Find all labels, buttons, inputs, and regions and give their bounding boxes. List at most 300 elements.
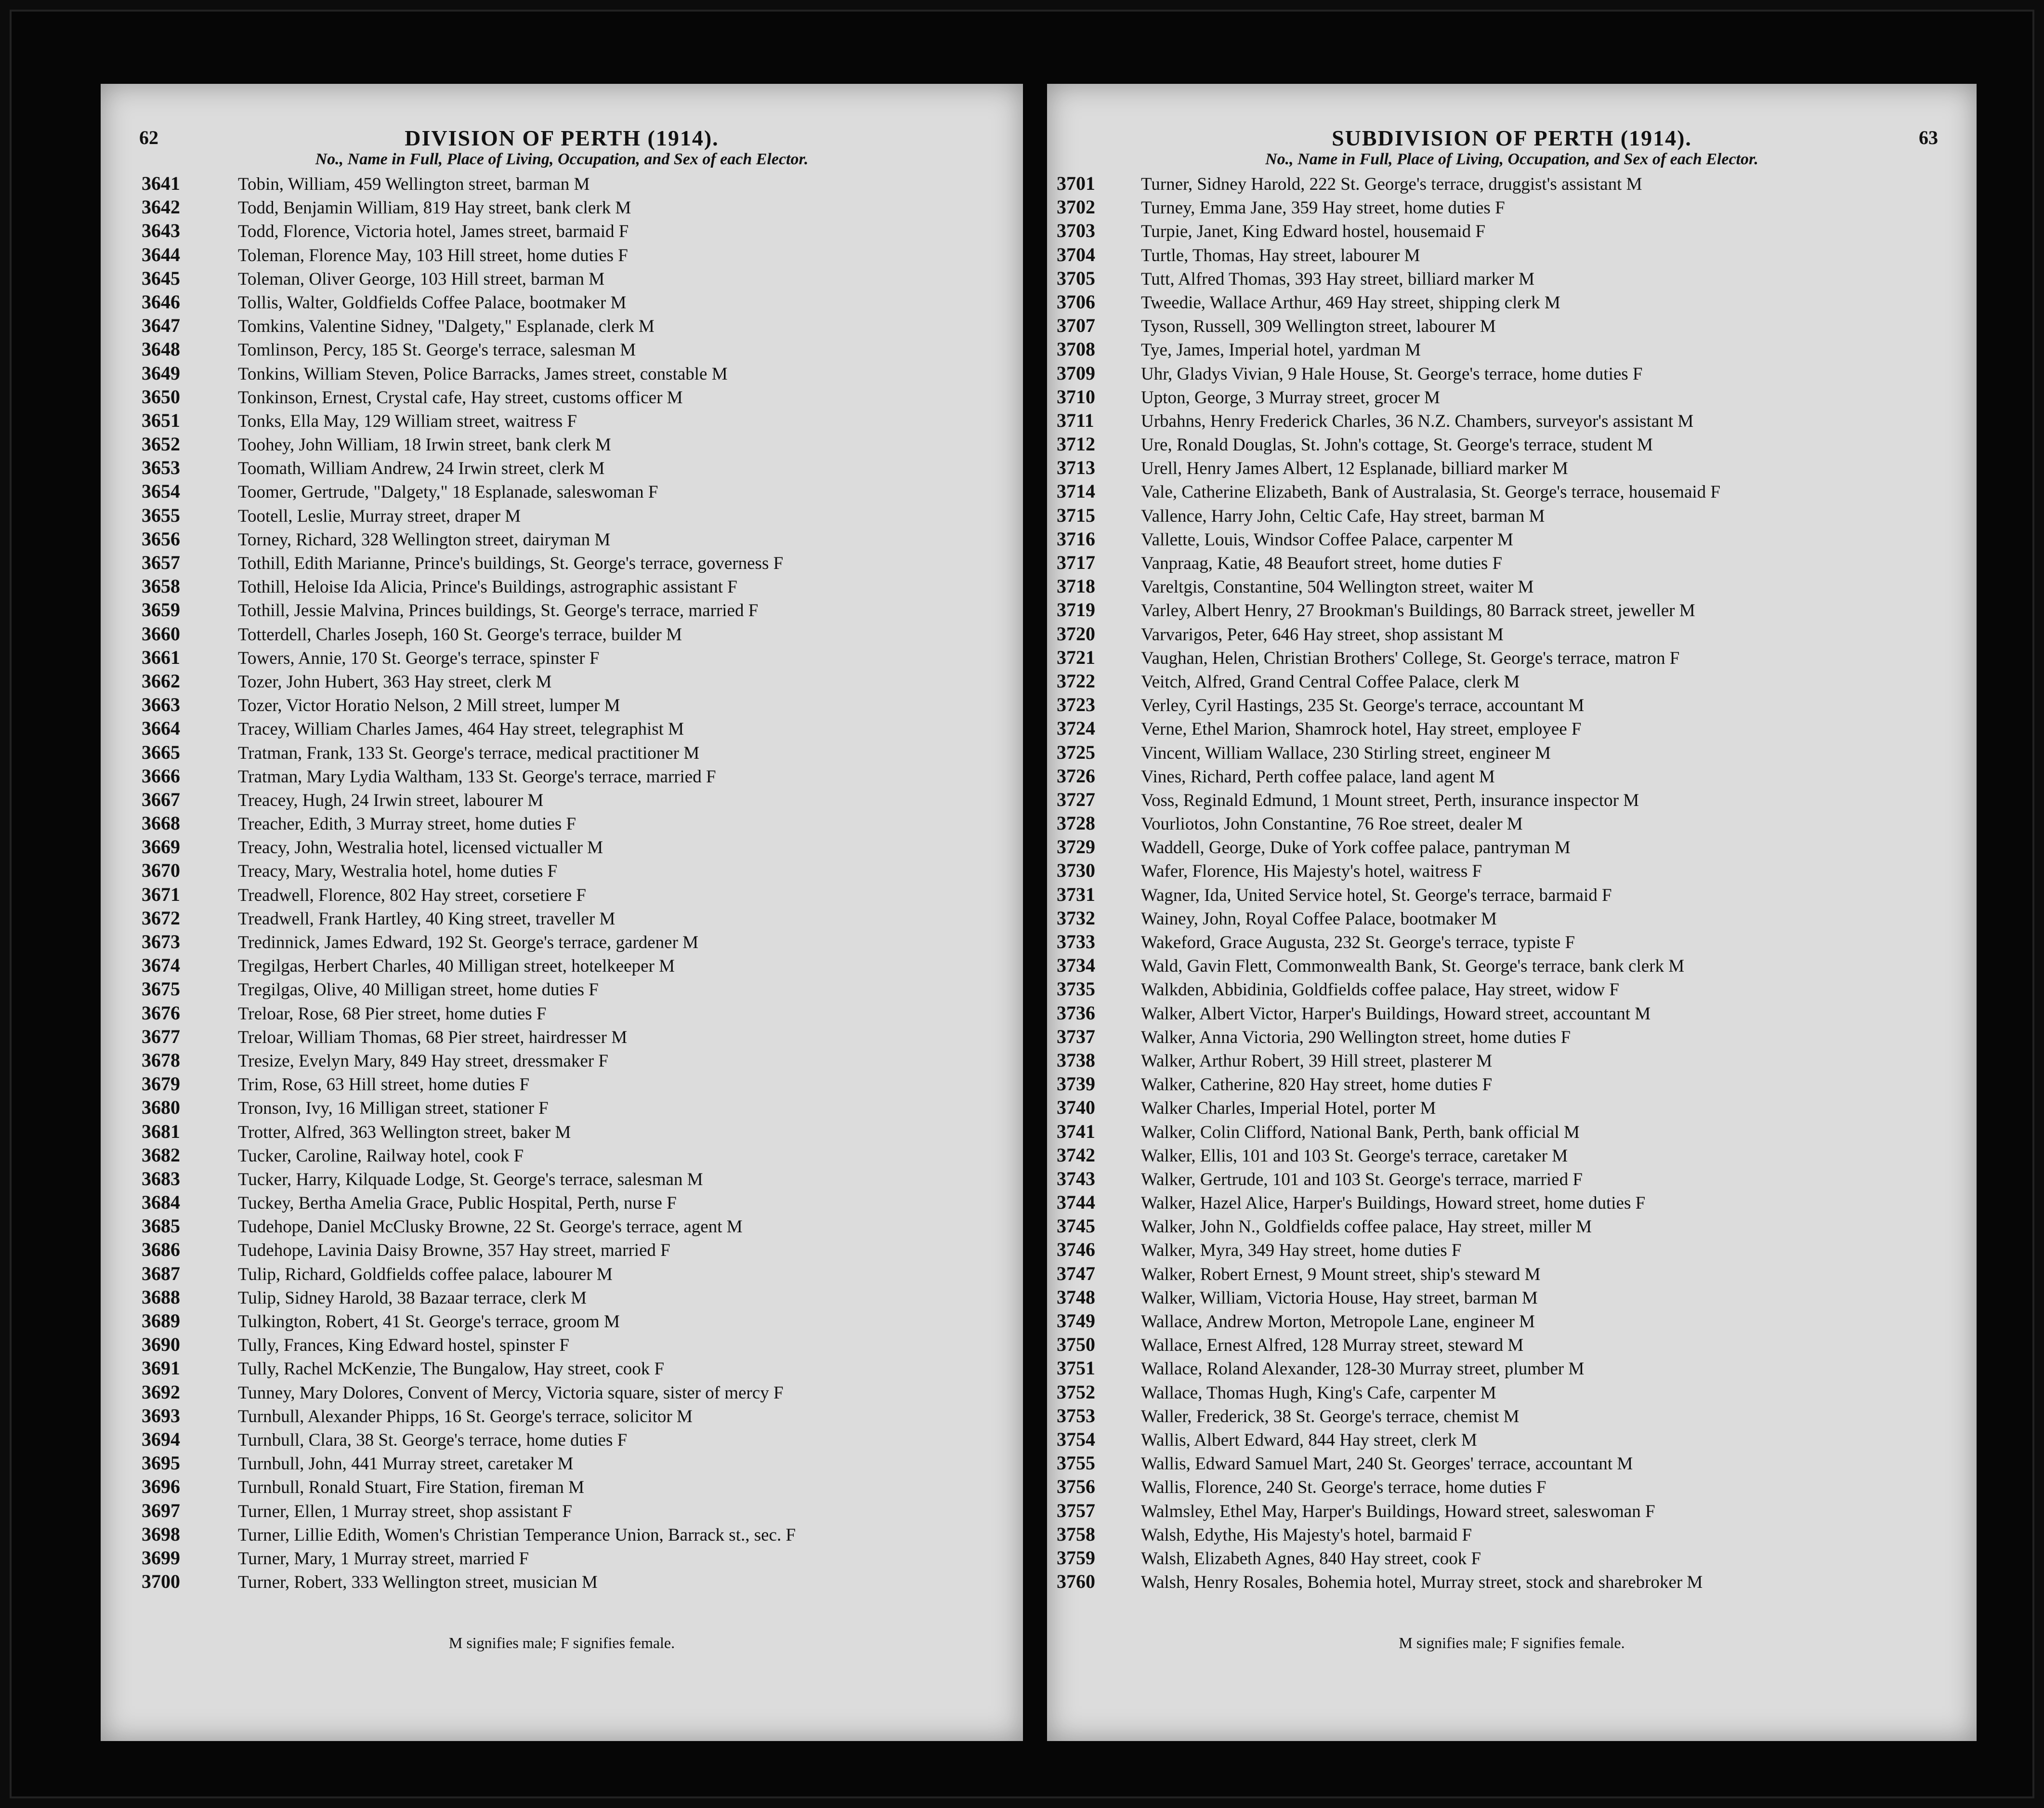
- elector-entry: [101, 622, 1023, 646]
- elector-details: Tonks, Ella May, 129 William street, waitress F: [238, 411, 577, 431]
- elector-entry: [1047, 835, 1977, 858]
- elector-number: 3694: [142, 1428, 180, 1450]
- elector-details: Tyson, Russell, 309 Wellington street, labourer M: [1141, 317, 1496, 337]
- elector-details: Tonkins, William Steven, Police Barracks, James street, constable M: [238, 364, 728, 384]
- elector-details: Tomkins, Valentine Sidney, "Dalgety," Esplanade, clerk M: [238, 317, 655, 337]
- elector-details: Tutt, Alfred Thomas, 393 Hay street, billiard marker M: [1141, 269, 1534, 289]
- elector-entry: [101, 646, 1023, 669]
- elector-entry: [101, 456, 1023, 479]
- elector-entry: [101, 290, 1023, 314]
- elector-entry: [1047, 788, 1977, 811]
- elector-details: Toomath, William Andrew, 24 Irwin street, clerk M: [238, 459, 605, 479]
- elector-details: Turney, Emma Jane, 359 Hay street, home duties F: [1141, 198, 1505, 218]
- elector-details: Wallace, Thomas Hugh, King's Cafe, carpenter M: [1141, 1383, 1496, 1403]
- elector-details: Walsh, Elizabeth Agnes, 840 Hay street, cook F: [1141, 1548, 1481, 1569]
- elector-details: Tothill, Edith Marianne, Prince's buildings, St. George's terrace, governess F: [238, 554, 784, 573]
- elector-entry: [101, 1072, 1023, 1095]
- elector-entry: [1047, 1238, 1977, 1261]
- elector-entry: [101, 527, 1023, 551]
- elector-details: Tratman, Frank, 133 St. George's terrace, medical practitioner M: [238, 743, 700, 763]
- elector-number: 3759: [1057, 1546, 1095, 1569]
- elector-details: Turner, Mary, 1 Murray street, married F: [238, 1548, 529, 1569]
- elector-entry: [101, 906, 1023, 930]
- elector-details: Towers, Annie, 170 St. George's terrace, spinster F: [238, 648, 600, 668]
- elector-number: 3718: [1057, 575, 1095, 597]
- elector-number: 3705: [1057, 267, 1095, 289]
- elector-details: Tronson, Ivy, 16 Milligan street, stationer F: [238, 1098, 549, 1119]
- elector-entry: [101, 835, 1023, 858]
- elector-number: 3724: [1057, 717, 1095, 739]
- elector-number: 3742: [1057, 1144, 1095, 1166]
- elector-details: Turner, Robert, 333 Wellington street, musician M: [238, 1572, 598, 1593]
- elector-number: 3655: [142, 504, 180, 526]
- elector-details: Urbahns, Henry Frederick Charles, 36 N.Z. Chambers, surveyor's assistant M: [1141, 411, 1694, 431]
- elector-number: 3677: [142, 1025, 180, 1047]
- elector-details: Tuckey, Bertha Amelia Grace, Public Hospital, Perth, nurse F: [238, 1193, 677, 1214]
- running-head: SUBDIVISION OF PERTH (1914).: [1332, 126, 1692, 150]
- elector-entry: [101, 1427, 1023, 1451]
- elector-number: 3646: [142, 290, 180, 313]
- elector-details: Treacy, John, Westralia hotel, licensed victualler M: [238, 838, 603, 858]
- elector-details: Walsh, Henry Rosales, Bohemia hotel, Murray street, stock and sharebroker M: [1141, 1572, 1703, 1593]
- elector-number: 3669: [142, 836, 180, 858]
- elector-details: Voss, Reginald Edmund, 1 Mount street, Perth, insurance inspector M: [1141, 790, 1639, 810]
- elector-number: 3706: [1057, 290, 1095, 313]
- elector-entry: [1047, 172, 1977, 195]
- elector-number: 3755: [1057, 1452, 1095, 1474]
- elector-details: Turner, Ellen, 1 Murray street, shop assistant F: [238, 1501, 572, 1521]
- elector-number: 3757: [1057, 1499, 1095, 1521]
- elector-entry: [101, 1238, 1023, 1261]
- elector-entry: [1047, 716, 1977, 740]
- elector-number: 3649: [142, 362, 180, 384]
- elector-number: 3672: [142, 907, 180, 929]
- elector-entry: [1047, 1309, 1977, 1333]
- elector-details: Wallis, Florence, 240 St. George's terrace, home duties F: [1141, 1478, 1546, 1498]
- elector-entry: [101, 1262, 1023, 1285]
- elector-number: 3644: [142, 243, 180, 265]
- elector-details: Vaughan, Helen, Christian Brothers' College, St. George's terrace, matron F: [1141, 648, 1680, 668]
- elector-details: Turnbull, Clara, 38 St. George's terrace, home duties F: [238, 1430, 628, 1450]
- elector-number: 3726: [1057, 765, 1095, 787]
- elector-list: [101, 172, 1023, 1593]
- elector-number: 3642: [142, 196, 180, 218]
- elector-details: Tomlinson, Percy, 185 St. George's terrace, salesman M: [238, 340, 636, 360]
- elector-number: 3709: [1057, 362, 1095, 384]
- elector-entry: [1047, 503, 1977, 527]
- elector-details: Urell, Henry James Albert, 12 Esplanade, billiard marker M: [1141, 459, 1568, 479]
- elector-number: 3700: [142, 1570, 180, 1593]
- elector-entry: [1047, 456, 1977, 479]
- elector-number: 3727: [1057, 788, 1095, 810]
- elector-details: Tye, James, Imperial hotel, yardman M: [1141, 340, 1421, 360]
- elector-details: Tweedie, Wallace Arthur, 469 Hay street, shipping clerk M: [1141, 292, 1560, 313]
- elector-entry: [1047, 527, 1977, 551]
- elector-entry: [1047, 858, 1977, 882]
- elector-number: 3712: [1057, 433, 1095, 455]
- elector-entry: [1047, 361, 1977, 385]
- elector-details: Turpie, Janet, King Edward hostel, housemaid F: [1141, 222, 1485, 242]
- elector-entry: [101, 716, 1023, 740]
- elector-entry: [1047, 598, 1977, 621]
- elector-number: 3738: [1057, 1049, 1095, 1071]
- elector-entry: [101, 361, 1023, 385]
- elector-details: Tucker, Caroline, Railway hotel, cook F: [238, 1146, 524, 1166]
- elector-details: Walker, Ellis, 101 and 103 St. George's terrace, caretaker M: [1141, 1146, 1568, 1166]
- elector-number: 3660: [142, 622, 180, 645]
- elector-entry: [101, 266, 1023, 290]
- elector-entry: [1047, 385, 1977, 409]
- elector-number: 3666: [142, 765, 180, 787]
- elector-details: Treacher, Edith, 3 Murray street, home duties F: [238, 814, 577, 834]
- elector-number: 3687: [142, 1262, 180, 1284]
- elector-details: Walker, John N., Goldfields coffee palace, Hay street, miller M: [1141, 1217, 1592, 1237]
- elector-entry: [1047, 1522, 1977, 1546]
- elector-details: Tonkinson, Ernest, Crystal cafe, Hay street, customs officer M: [238, 387, 683, 408]
- elector-entry: [1047, 1167, 1977, 1190]
- elector-number: 3723: [1057, 694, 1095, 716]
- elector-number: 3736: [1057, 1002, 1095, 1024]
- elector-entry: [101, 337, 1023, 361]
- elector-entry: [101, 1048, 1023, 1072]
- elector-entry: [1047, 1404, 1977, 1427]
- elector-number: 3693: [142, 1404, 180, 1426]
- elector-number: 3688: [142, 1286, 180, 1308]
- elector-entry: [101, 953, 1023, 977]
- elector-number: 3650: [142, 385, 180, 408]
- elector-details: Wallace, Andrew Morton, Metropole Lane, engineer M: [1141, 1312, 1535, 1332]
- elector-number: 3686: [142, 1239, 180, 1261]
- left-page: [101, 84, 1023, 1741]
- elector-details: Treloar, Rose, 68 Pier street, home duties F: [238, 1003, 547, 1024]
- elector-entry: [101, 243, 1023, 266]
- elector-entry: [1047, 243, 1977, 266]
- elector-entry: [101, 764, 1023, 788]
- elector-number: 3643: [142, 220, 180, 242]
- elector-details: Tracey, William Charles James, 464 Hay street, telegraphist M: [238, 719, 684, 739]
- elector-details: Wald, Gavin Flett, Commonwealth Bank, St. George's terrace, bank clerk M: [1141, 956, 1685, 977]
- elector-number: 3760: [1057, 1570, 1095, 1593]
- elector-details: Vanpraag, Katie, 48 Beaufort street, home duties F: [1141, 554, 1503, 573]
- elector-number: 3741: [1057, 1120, 1095, 1142]
- right-page: [1047, 84, 1977, 1741]
- elector-number: 3749: [1057, 1310, 1095, 1332]
- elector-entry: [1047, 1262, 1977, 1285]
- elector-number: 3685: [142, 1215, 180, 1237]
- elector-details: Tredinnick, James Edward, 192 St. George's terrace, gardener M: [238, 933, 699, 952]
- elector-number: 3665: [142, 741, 180, 763]
- elector-entry: [1047, 574, 1977, 598]
- elector-number: 3684: [142, 1191, 180, 1214]
- elector-number: 3722: [1057, 670, 1095, 692]
- elector-number: 3740: [1057, 1096, 1095, 1119]
- elector-entry: [101, 1120, 1023, 1143]
- elector-number: 3670: [142, 859, 180, 882]
- elector-number: 3715: [1057, 504, 1095, 526]
- elector-number: 3721: [1057, 646, 1095, 668]
- elector-details: Treadwell, Florence, 802 Hay street, corsetiere F: [238, 885, 586, 905]
- elector-number: 3725: [1057, 741, 1095, 763]
- elector-number: 3756: [1057, 1476, 1095, 1498]
- elector-number: 3696: [142, 1476, 180, 1498]
- elector-entry: [101, 693, 1023, 716]
- elector-number: 3748: [1057, 1286, 1095, 1308]
- elector-details: Wainey, John, Royal Coffee Palace, bootmaker M: [1141, 909, 1497, 929]
- elector-entry: [1047, 1190, 1977, 1214]
- elector-number: 3711: [1057, 409, 1094, 431]
- elector-entry: [1047, 1001, 1977, 1025]
- elector-entry: [101, 1309, 1023, 1333]
- elector-details: Turtle, Thomas, Hay street, labourer M: [1141, 245, 1420, 265]
- elector-entry: [1047, 1025, 1977, 1048]
- elector-details: Walker, Robert Ernest, 9 Mount street, ship's steward M: [1141, 1264, 1541, 1284]
- elector-details: Wagner, Ida, United Service hotel, St. George's terrace, barmaid F: [1141, 885, 1612, 905]
- elector-details: Verley, Cyril Hastings, 235 St. George's terrace, accountant M: [1141, 696, 1585, 716]
- column-head: No., Name in Full, Place of Living, Occupation, and Sex of each Elector.: [315, 150, 809, 168]
- elector-number: 3668: [142, 812, 180, 834]
- elector-number: 3675: [142, 978, 180, 1000]
- elector-details: Wallis, Edward Samuel Mart, 240 St. Georges' terrace, accountant M: [1141, 1454, 1633, 1474]
- elector-details: Walmsley, Ethel May, Harper's Buildings, Howard street, saleswoman F: [1141, 1501, 1655, 1521]
- elector-details: Wallace, Ernest Alfred, 128 Murray street, steward M: [1141, 1335, 1524, 1356]
- elector-entry: [1047, 977, 1977, 1001]
- elector-number: 3703: [1057, 220, 1095, 242]
- elector-details: Toleman, Florence May, 103 Hill street, home duties F: [238, 245, 628, 265]
- elector-entry: [1047, 479, 1977, 503]
- elector-entry: [101, 432, 1023, 456]
- elector-entry: [101, 503, 1023, 527]
- elector-entry: [1047, 1451, 1977, 1475]
- elector-number: 3641: [142, 172, 180, 194]
- elector-details: Vincent, William Wallace, 230 Stirling street, engineer M: [1141, 743, 1551, 763]
- elector-entry: [101, 930, 1023, 953]
- elector-number: 3647: [142, 315, 180, 337]
- elector-number: 3648: [142, 338, 180, 360]
- elector-details: Walker, William, Victoria House, Hay street, barman M: [1141, 1288, 1538, 1308]
- elector-details: Tudehope, Daniel McClusky Browne, 22 St. George's terrace, agent M: [238, 1217, 743, 1237]
- elector-entry: [101, 1380, 1023, 1404]
- elector-details: Tulip, Sidney Harold, 38 Bazaar terrace, clerk M: [238, 1288, 587, 1308]
- elector-number: 3702: [1057, 196, 1095, 218]
- elector-details: Tudehope, Lavinia Daisy Browne, 357 Hay street, married F: [238, 1241, 670, 1261]
- elector-details: Tozer, John Hubert, 363 Hay street, clerk M: [238, 672, 552, 692]
- elector-details: Tulip, Richard, Goldfields coffee palace, labourer M: [238, 1264, 613, 1284]
- elector-details: Tozer, Victor Horatio Nelson, 2 Mill street, lumper M: [238, 696, 620, 716]
- elector-entry: [101, 574, 1023, 598]
- elector-entry: [101, 409, 1023, 432]
- elector-number: 3680: [142, 1096, 180, 1119]
- elector-entry: [1047, 693, 1977, 716]
- elector-number: 3659: [142, 599, 180, 621]
- elector-entry: [1047, 906, 1977, 930]
- elector-details: Torney, Richard, 328 Wellington street, dairyman M: [238, 529, 611, 550]
- elector-entry: [101, 1475, 1023, 1498]
- column-head: No., Name in Full, Place of Living, Occupation, and Sex of each Elector.: [1265, 150, 1758, 168]
- elector-details: Treloar, William Thomas, 68 Pier street, hairdresser M: [238, 1027, 628, 1047]
- elector-number: 3754: [1057, 1428, 1095, 1450]
- elector-entry: [101, 1356, 1023, 1380]
- elector-details: Wakeford, Grace Augusta, 232 St. George's terrace, typiste F: [1141, 933, 1575, 952]
- elector-entry: [101, 598, 1023, 621]
- elector-details: Tratman, Mary Lydia Waltham, 133 St. George's terrace, married F: [238, 766, 716, 787]
- elector-number: 3751: [1057, 1357, 1095, 1379]
- elector-number: 3753: [1057, 1404, 1095, 1426]
- elector-details: Turnbull, Ronald Stuart, Fire Station, fireman M: [238, 1478, 585, 1498]
- elector-details: Todd, Benjamin William, 819 Hay street, bank clerk M: [238, 198, 631, 218]
- elector-number: 3732: [1057, 907, 1095, 929]
- elector-details: Vallette, Louis, Windsor Coffee Palace, carpenter M: [1141, 529, 1513, 550]
- elector-entry: [1047, 432, 1977, 456]
- elector-number: 3674: [142, 954, 180, 977]
- elector-list: [1047, 172, 1977, 1593]
- elector-entry: [101, 1025, 1023, 1048]
- elector-details: Walker, Albert Victor, Harper's Buildings, Howard street, accountant M: [1141, 1003, 1651, 1024]
- elector-entry: [1047, 1380, 1977, 1404]
- elector-number: 3743: [1057, 1167, 1095, 1189]
- elector-details: Vareltgis, Constantine, 504 Wellington street, waiter M: [1141, 577, 1534, 597]
- elector-number: 3653: [142, 457, 180, 479]
- elector-entry: [101, 479, 1023, 503]
- elector-details: Tully, Rachel McKenzie, The Bungalow, Hay street, cook F: [238, 1359, 665, 1379]
- elector-details: Vale, Catherine Elizabeth, Bank of Australasia, St. George's terrace, housemaid F: [1141, 482, 1720, 502]
- elector-entry: [1047, 622, 1977, 646]
- elector-number: 3689: [142, 1310, 180, 1332]
- elector-details: Wallis, Albert Edward, 844 Hay street, clerk M: [1141, 1430, 1477, 1450]
- elector-entry: [1047, 930, 1977, 953]
- elector-entry: [1047, 1427, 1977, 1451]
- elector-entry: [1047, 1475, 1977, 1498]
- elector-entry: [101, 883, 1023, 906]
- elector-entry: [1047, 551, 1977, 574]
- elector-entry: [101, 1001, 1023, 1025]
- elector-entry: [1047, 195, 1977, 219]
- elector-entry: [1047, 290, 1977, 314]
- elector-number: 3673: [142, 931, 180, 952]
- elector-number: 3734: [1057, 954, 1095, 977]
- elector-entry: [1047, 1546, 1977, 1570]
- elector-entry: [1047, 1095, 1977, 1119]
- elector-number: 3667: [142, 788, 180, 810]
- elector-entry: [1047, 337, 1977, 361]
- elector-details: Ure, Ronald Douglas, St. John's cottage, St. George's terrace, student M: [1141, 435, 1653, 455]
- elector-details: Walker, Arthur Robert, 39 Hill street, plasterer M: [1141, 1051, 1493, 1071]
- elector-entry: [101, 858, 1023, 882]
- elector-details: Tobin, William, 459 Wellington street, barman M: [238, 174, 590, 194]
- elector-entry: [1047, 1499, 1977, 1522]
- elector-details: Treacey, Hugh, 24 Irwin street, labourer M: [238, 790, 544, 810]
- elector-number: 3707: [1057, 315, 1095, 337]
- elector-details: Tregilgas, Olive, 40 Milligan street, home duties F: [238, 980, 599, 1000]
- elector-number: 3697: [142, 1499, 180, 1521]
- elector-number: 3758: [1057, 1523, 1095, 1545]
- elector-number: 3663: [142, 694, 180, 716]
- elector-details: Turnbull, Alexander Phipps, 16 St. George's terrace, solicitor M: [238, 1406, 693, 1426]
- elector-details: Walker, Colin Clifford, National Bank, Perth, bank official M: [1141, 1122, 1580, 1142]
- elector-number: 3710: [1057, 385, 1095, 408]
- elector-entry: [101, 1570, 1023, 1593]
- elector-number: 3662: [142, 670, 180, 692]
- elector-number: 3752: [1057, 1381, 1095, 1403]
- elector-details: Vines, Richard, Perth coffee palace, land agent M: [1141, 766, 1495, 787]
- elector-entry: [101, 977, 1023, 1001]
- elector-details: Waller, Frederick, 38 St. George's terrace, chemist M: [1141, 1406, 1520, 1426]
- elector-number: 3750: [1057, 1333, 1095, 1356]
- elector-number: 3671: [142, 883, 180, 905]
- elector-entry: [101, 1546, 1023, 1570]
- elector-entry: [1047, 1072, 1977, 1095]
- elector-entry: [101, 1143, 1023, 1167]
- elector-entry: [101, 219, 1023, 242]
- elector-details: Treacy, Mary, Westralia hotel, home duties F: [238, 861, 558, 882]
- elector-entry: [101, 811, 1023, 835]
- page-number: 63: [1919, 127, 1938, 148]
- elector-details: Uhr, Gladys Vivian, 9 Hale House, St. George's terrace, home duties F: [1141, 364, 1643, 384]
- elector-entry: [101, 1333, 1023, 1356]
- elector-number: 3652: [142, 433, 180, 455]
- elector-details: Walker, Catherine, 820 Hay street, home duties F: [1141, 1075, 1493, 1095]
- elector-number: 3645: [142, 267, 180, 289]
- elector-number: 3747: [1057, 1262, 1095, 1284]
- elector-number: 3708: [1057, 338, 1095, 360]
- elector-number: 3681: [142, 1120, 180, 1142]
- elector-number: 3735: [1057, 978, 1095, 1000]
- elector-number: 3729: [1057, 836, 1095, 858]
- elector-details: Turnbull, John, 441 Murray street, caretaker M: [238, 1454, 574, 1474]
- elector-details: Walker, Anna Victoria, 290 Wellington street, home duties F: [1141, 1027, 1571, 1047]
- elector-entry: [1047, 1048, 1977, 1072]
- elector-details: Tully, Frances, King Edward hostel, spinster F: [238, 1335, 569, 1356]
- elector-details: Tregilgas, Herbert Charles, 40 Milligan street, hotelkeeper M: [238, 956, 675, 977]
- elector-details: Toomer, Gertrude, "Dalgety," 18 Esplanade, saleswoman F: [238, 482, 658, 502]
- elector-details: Wallace, Roland Alexander, 128-30 Murray street, plumber M: [1141, 1359, 1585, 1379]
- elector-entry: [1047, 883, 1977, 906]
- elector-details: Turner, Lillie Edith, Women's Christian Temperance Union, Barrack st., sec. F: [238, 1525, 796, 1545]
- elector-entry: [101, 551, 1023, 574]
- elector-entry: [101, 1451, 1023, 1475]
- elector-entry: [1047, 1333, 1977, 1356]
- elector-details: Totterdell, Charles Joseph, 160 St. George's terrace, builder M: [238, 624, 682, 645]
- elector-number: 3683: [142, 1167, 180, 1189]
- elector-number: 3704: [1057, 243, 1095, 265]
- elector-number: 3744: [1057, 1191, 1095, 1214]
- elector-entry: [101, 669, 1023, 693]
- elector-details: Verne, Ethel Marion, Shamrock hotel, Hay street, employee F: [1141, 719, 1582, 739]
- elector-number: 3731: [1057, 883, 1095, 905]
- elector-details: Veitch, Alfred, Grand Central Coffee Palace, clerk M: [1141, 672, 1520, 692]
- elector-details: Waddell, George, Duke of York coffee palace, pantryman M: [1141, 838, 1571, 858]
- elector-number: 3658: [142, 575, 180, 597]
- elector-details: Tothill, Heloise Ida Alicia, Prince's Buildings, astrographic assistant F: [238, 577, 737, 597]
- elector-entry: [101, 1190, 1023, 1214]
- elector-entry: [101, 788, 1023, 811]
- elector-entry: [1047, 409, 1977, 432]
- elector-number: 3690: [142, 1333, 180, 1356]
- elector-details: Walker, Hazel Alice, Harper's Buildings, Howard street, home duties F: [1141, 1193, 1646, 1214]
- elector-number: 3651: [142, 409, 180, 431]
- elector-entry: [101, 1522, 1023, 1546]
- elector-details: Tresize, Evelyn Mary, 849 Hay street, dressmaker F: [238, 1051, 608, 1071]
- elector-number: 3692: [142, 1381, 180, 1403]
- elector-entry: [1047, 1356, 1977, 1380]
- elector-details: Tollis, Walter, Goldfields Coffee Palace, bootmaker M: [238, 292, 627, 313]
- elector-details: Tothill, Jessie Malvina, Princes buildings, St. George's terrace, married F: [238, 601, 759, 621]
- elector-number: 3746: [1057, 1239, 1095, 1261]
- elector-number: 3664: [142, 717, 180, 739]
- elector-entry: [1047, 1143, 1977, 1167]
- elector-details: Walker Charles, Imperial Hotel, porter M: [1141, 1098, 1436, 1119]
- elector-entry: [101, 1285, 1023, 1309]
- elector-details: Tulkington, Robert, 41 St. George's terrace, groom M: [238, 1312, 620, 1332]
